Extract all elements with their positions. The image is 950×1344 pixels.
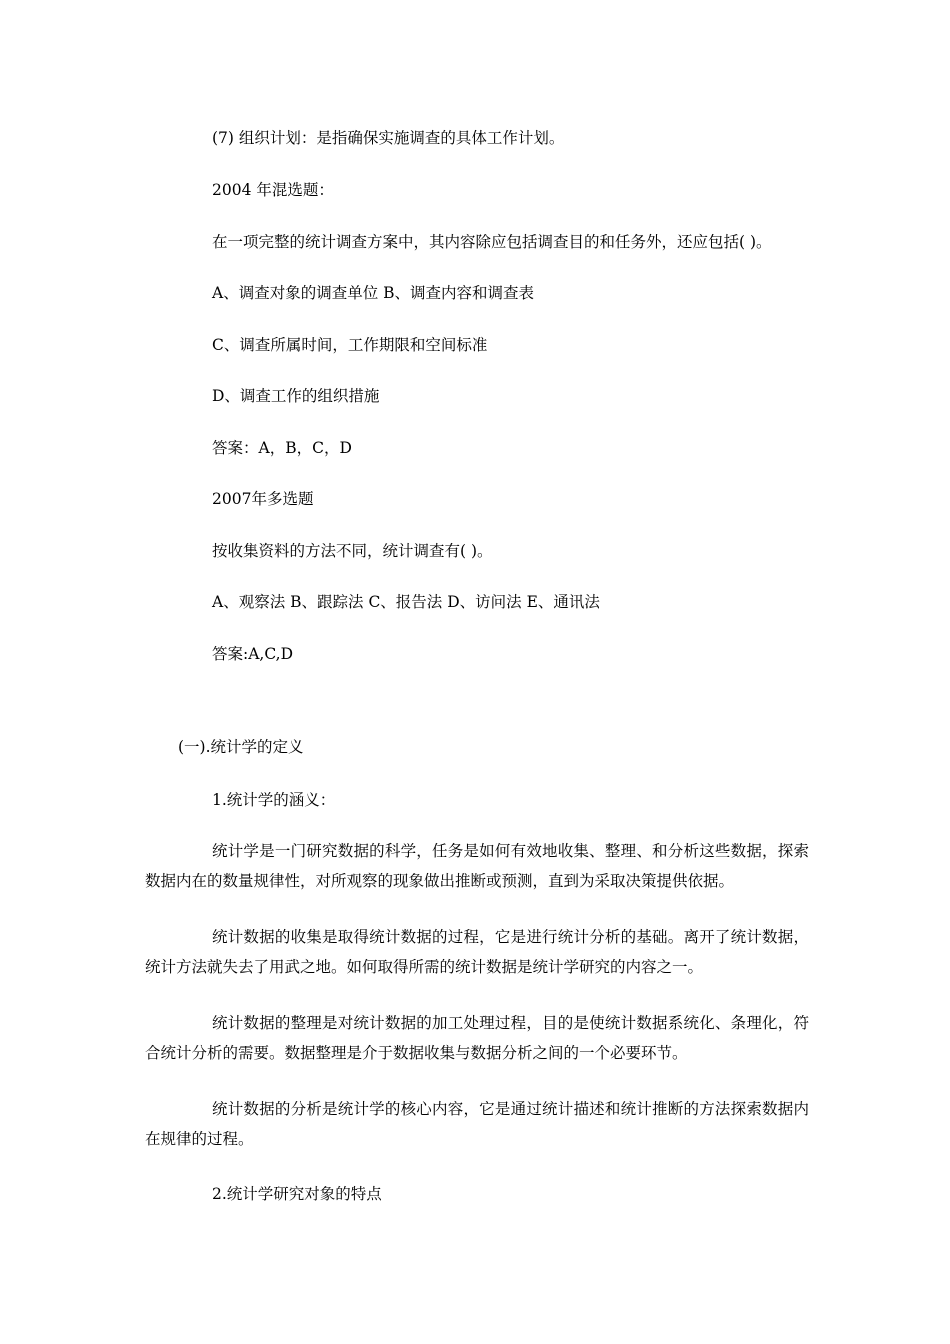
question-2004-options-ab: A、调查对象的调查单位 B、调查内容和调查表 — [212, 284, 535, 302]
paragraph-3: 统计数据的整理是对统计数据的加工处理过程，目的是使统计数据系统化、条理化，符合统计分析的需要。数据整理是介于数据收集与数据分析之间的一个必要环节。 — [145, 1014, 809, 1062]
question-2004-stem: 在一项完整的统计调查方案中，其内容除应包括调查目的和任务外，还应包括( )。 — [212, 233, 772, 251]
question-2004-answer: 答案：A，B，C，D — [212, 439, 352, 457]
section-heading: (一).统计学的定义 — [178, 738, 304, 756]
subheading-2: 2.统计学研究对象的特点 — [212, 1185, 382, 1203]
question-2007-title: 2007年多选题 — [212, 490, 314, 508]
question-2007-answer: 答案:A,C,D — [212, 645, 294, 663]
subheading-1: 1.统计学的涵义： — [212, 791, 336, 809]
question-2004-title: 2004 年混选题： — [212, 181, 334, 199]
paragraph-2: 统计数据的收集是取得统计数据的过程，它是进行统计分析的基础。离开了统计数据，统计方法就失去了用武之地。如何取得所需的统计数据是统计学研究的内容之一。 — [145, 928, 809, 976]
question-2007-stem: 按收集资料的方法不同，统计调查有( )。 — [212, 542, 493, 560]
item-7-text: (7) 组织计划：是指确保实施调查的具体工作计划。 — [212, 129, 565, 147]
question-2004-option-c: C、调查所属时间，工作期限和空间标准 — [212, 336, 488, 354]
question-2004-option-d: D、调查工作的组织措施 — [212, 387, 380, 405]
paragraph-1: 统计学是一门研究数据的科学，任务是如何有效地收集、整理、和分析这些数据，探索数据内在的数量规律性，对所观察的现象做出推断或预测，直到为采取决策提供依据。 — [145, 842, 809, 890]
paragraph-4: 统计数据的分析是统计学的核心内容，它是通过统计描述和统计推断的方法探索数据内在规律的过程。 — [145, 1100, 809, 1148]
question-2007-options: A、观察法 B、跟踪法 C、报告法 D、访问法 E、通讯法 — [212, 593, 600, 611]
